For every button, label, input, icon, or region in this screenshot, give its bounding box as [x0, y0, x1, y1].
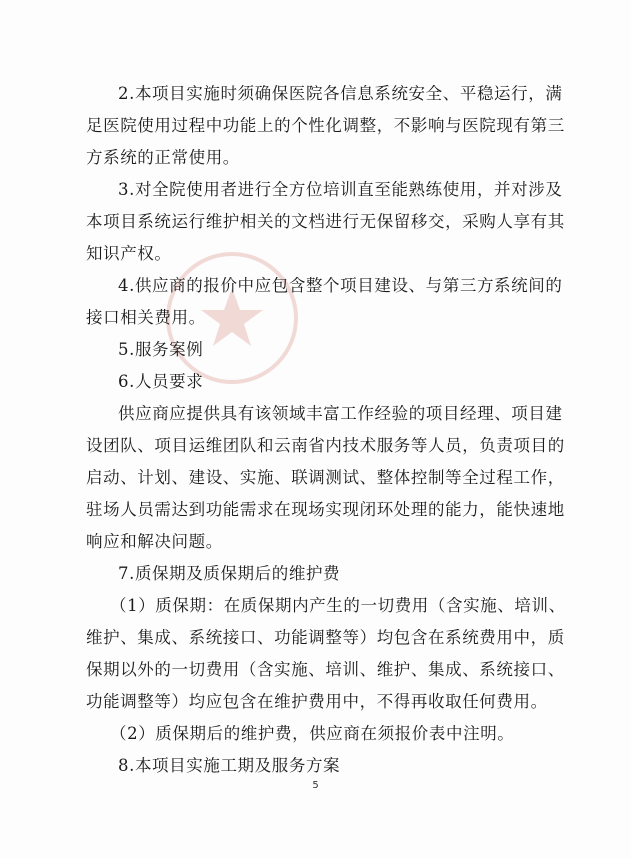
text-line-19: 保期以外的一切费用（含实施、培训、维护、集成、系统接口、: [86, 660, 565, 679]
page-number: 5: [312, 780, 319, 791]
text-line-6: 知识产权。: [86, 244, 172, 263]
text-line-7: 4.供应商的报价中应包含整个项目建设、与第三方系统间的: [118, 276, 563, 295]
section-heading-service-cases: 5.服务案例: [118, 340, 204, 359]
text-line-17: （1）质保期：在质保期内产生的一切费用（含实施、培训、: [110, 596, 566, 615]
text-line-13: 启动、计划、建设、实施、联调测试、整体控制等全过程工作，: [86, 468, 565, 487]
text-line-8: 接口相关费用。: [86, 308, 206, 327]
text-line-4: 3.对全院使用者进行全方位培训直至能熟练使用，并对涉及: [118, 180, 563, 199]
text-line-21: （2）质保期后的维护费，供应商在须报价表中注明。: [110, 724, 515, 743]
text-line-14: 驻场人员需达到功能需求在现场实现闭环处理的能力，能快速地: [86, 500, 565, 519]
text-line-11: 供应商应提供具有该领域丰富工作经验的项目经理、项目建: [118, 404, 563, 423]
section-heading-schedule: 8.本项目实施工期及服务方案: [118, 756, 341, 775]
section-heading-warranty: 7.质保期及质保期后的维护费: [118, 564, 341, 583]
text-line-20: 功能调整等）均应包含在维护费用中，不得再收取任何费用。: [86, 692, 548, 711]
section-heading-personnel: 6.人员要求: [118, 372, 204, 391]
text-line-5: 本项目系统运行维护相关的文档进行无保留移交，采购人享有其: [86, 212, 565, 231]
text-line-18: 维护、集成、系统接口、功能调整等）均包含在系统费用中，质: [86, 628, 565, 647]
text-line-15: 响应和解决问题。: [86, 532, 223, 551]
text-line-3: 方系统的正常使用。: [86, 148, 240, 167]
text-line-12: 设团队、项目运维团队和云南省内技术服务等人员，负责项目的: [86, 436, 565, 455]
text-line-1: 2.本项目实施时须确保医院各信息系统安全、平稳运行，满: [118, 84, 563, 103]
text-line-2: 足医院使用过程中功能上的个性化调整，不影响与医院现有第三: [86, 116, 565, 135]
